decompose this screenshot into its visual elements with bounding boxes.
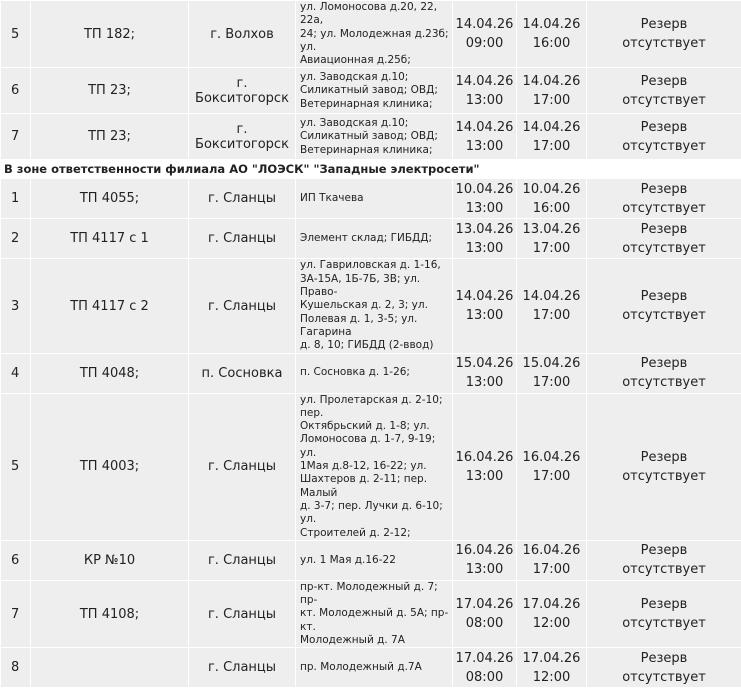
table-row — [1, 114, 741, 160]
reserve-status: Резерв отсутствует — [587, 580, 741, 647]
substation-name: ТП 4048; — [31, 353, 189, 393]
locality: г. Сланцы — [189, 648, 296, 688]
table-row — [1, 68, 741, 114]
start-datetime: 14.04.26 13:00 — [453, 259, 517, 353]
substation-name: ТП 23; — [31, 114, 189, 160]
locality: г. Бокситогорск — [189, 68, 296, 114]
section-title: В зоне ответственности филиала АО "ЛОЭСК" "Западные электросети" — [1, 160, 741, 179]
end-datetime: 17.04.26 12:00 — [517, 580, 587, 647]
end-datetime: 10.04.26 16:00 — [517, 179, 587, 219]
substation-name: ТП 4117 с 1 — [31, 219, 189, 259]
reserve-status: Резерв отсутствует — [587, 68, 741, 114]
address-list: пр-кт. Молодежный д. 7; пр- кт. Молодежный д. 5А; пр-кт. Молодежный д. 7А — [296, 580, 453, 647]
reserve-status: Резерв отсутствует — [587, 1, 741, 68]
end-datetime: 15.04.26 17:00 — [517, 353, 587, 393]
end-datetime: 14.04.26 17:00 — [517, 114, 587, 160]
locality: г. Бокситогорск — [189, 114, 296, 160]
reserve-status: Резерв отсутствует — [587, 353, 741, 393]
substation-name: ТП 182; — [31, 1, 189, 68]
locality: г. Сланцы — [189, 219, 296, 259]
row-number: 7 — [1, 114, 31, 160]
section-header-row — [1, 160, 741, 179]
end-datetime: 14.04.26 16:00 — [517, 1, 587, 68]
locality: г. Сланцы — [189, 259, 296, 353]
address-list: ул. Заводская д.10; Силикатный завод; ОВД; Ветеринарная клиника; — [296, 68, 453, 114]
row-number: 6 — [1, 540, 31, 580]
start-datetime: 14.04.26 09:00 — [453, 1, 517, 68]
address-list: ул. Ломоносова д.20, 22, 22а, 24; ул. Молодежная д.23б; ул. Авиационная д.25б; — [296, 1, 453, 68]
end-datetime: 17.04.26 12:00 — [517, 648, 587, 688]
reserve-status: Резерв отсутствует — [587, 393, 741, 540]
start-datetime: 17.04.26 08:00 — [453, 648, 517, 688]
table-row — [1, 393, 741, 540]
start-datetime: 16.04.26 13:00 — [453, 540, 517, 580]
end-datetime: 16.04.26 17:00 — [517, 540, 587, 580]
table-row — [1, 179, 741, 219]
locality: г. Волхов — [189, 1, 296, 68]
substation-name: ТП 4117 с 2 — [31, 259, 189, 353]
substation-name: ТП 4055; — [31, 179, 189, 219]
start-datetime: 14.04.26 13:00 — [453, 68, 517, 114]
reserve-status: Резерв отсутствует — [587, 114, 741, 160]
start-datetime: 13.04.26 13:00 — [453, 219, 517, 259]
end-datetime: 13.04.26 17:00 — [517, 219, 587, 259]
row-number: 2 — [1, 219, 31, 259]
address-list: п. Сосновка д. 1-26; — [296, 353, 453, 393]
locality: п. Сосновка — [189, 353, 296, 393]
row-number: 6 — [1, 68, 31, 114]
end-datetime: 16.04.26 17:00 — [517, 393, 587, 540]
locality: г. Сланцы — [189, 179, 296, 219]
row-number: 7 — [1, 580, 31, 647]
locality: г. Сланцы — [189, 393, 296, 540]
address-list: ул. Заводская д.10; Силикатный завод; ОВД; Ветеринарная клиника; — [296, 114, 453, 160]
start-datetime: 14.04.26 13:00 — [453, 114, 517, 160]
address-list: ул. 1 Мая д.16-22 — [296, 540, 453, 580]
row-number: 1 — [1, 179, 31, 219]
end-datetime: 14.04.26 17:00 — [517, 259, 587, 353]
substation-name: ТП 4003; — [31, 393, 189, 540]
address-list: ИП Ткачева — [296, 179, 453, 219]
table-row — [1, 580, 741, 647]
substation-name: ТП 4108; — [31, 580, 189, 647]
end-datetime: 14.04.26 17:00 — [517, 68, 587, 114]
row-number: 5 — [1, 1, 31, 68]
start-datetime: 15.04.26 13:00 — [453, 353, 517, 393]
address-list: Элемент склад; ГИБДД; — [296, 219, 453, 259]
reserve-status: Резерв отсутствует — [587, 648, 741, 688]
substation-name — [31, 648, 189, 688]
row-number: 8 — [1, 648, 31, 688]
table-row — [1, 353, 741, 393]
start-datetime: 10.04.26 13:00 — [453, 179, 517, 219]
start-datetime: 16.04.26 13:00 — [453, 393, 517, 540]
reserve-status: Резерв отсутствует — [587, 540, 741, 580]
substation-name: КР №10 — [31, 540, 189, 580]
row-number: 5 — [1, 393, 31, 540]
row-number: 3 — [1, 259, 31, 353]
reserve-status: Резерв отсутствует — [587, 219, 741, 259]
table-row — [1, 540, 741, 580]
locality: г. Сланцы — [189, 580, 296, 647]
table-row — [1, 1, 741, 68]
table-row — [1, 259, 741, 353]
reserve-status: Резерв отсутствует — [587, 179, 741, 219]
table-row — [1, 648, 741, 688]
table-row — [1, 219, 741, 259]
address-list: пр. Молодежный д.7А — [296, 648, 453, 688]
address-list: ул. Пролетарская д. 2-10; пер. Октябрьский д. 1-8; ул. Ломоносова д. 1-7, 9-19; ул. 1Мая д.8-12, 16-22; ул. Шахтеров д. 2-11; пер. Малый д. 3-7; пер. Лучки д. 6-10; ул. Строителей д. 2-12; — [296, 393, 453, 540]
substation-name: ТП 23; — [31, 68, 189, 114]
address-list: ул. Гавриловская д. 1-16, 3А-15А, 1Б-7Б, 3В; ул. Право- Кушельская д. 2, 3; ул. Полевая д. 1, 3-5; ул. Гагарина д. 8, 10; ГИБДД (2-ввод) — [296, 259, 453, 353]
row-number: 4 — [1, 353, 31, 393]
locality: г. Сланцы — [189, 540, 296, 580]
reserve-status: Резерв отсутствует — [587, 259, 741, 353]
start-datetime: 17.04.26 08:00 — [453, 580, 517, 647]
